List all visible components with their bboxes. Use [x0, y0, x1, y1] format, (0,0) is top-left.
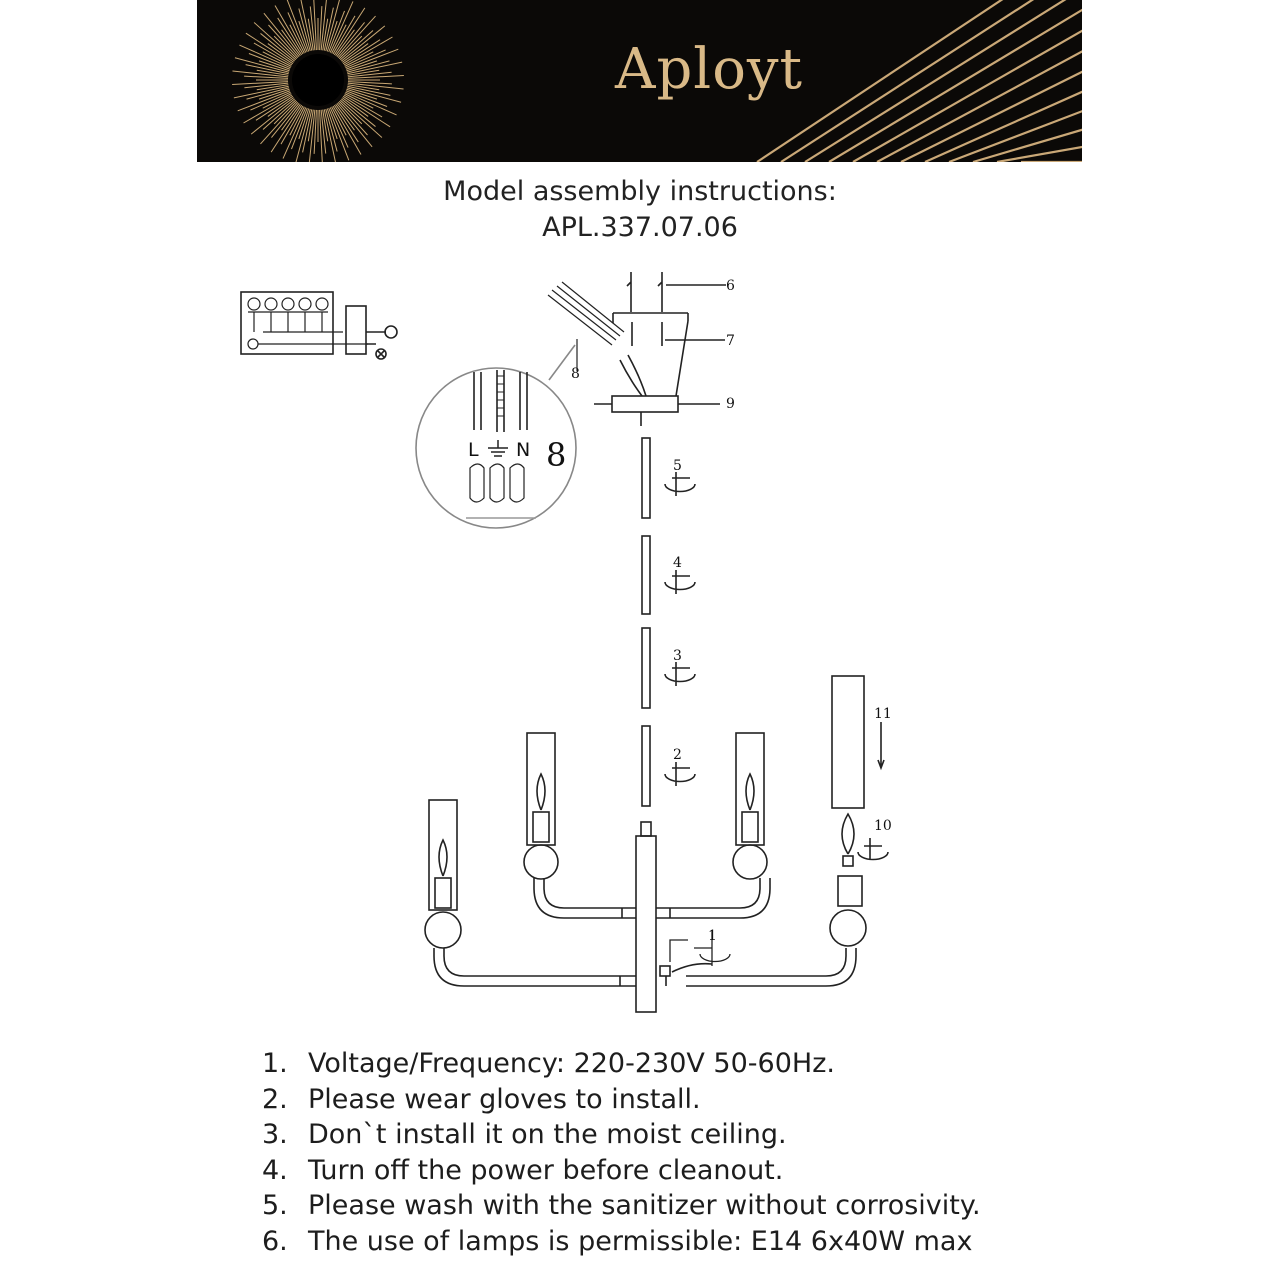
list-item: 2. Please wear gloves to install. — [262, 1083, 701, 1115]
ground-icon — [488, 440, 508, 456]
callout-7: 7 — [726, 333, 735, 349]
live-label: L — [468, 439, 479, 461]
callout-6: 6 — [726, 278, 735, 294]
lamp-unit — [733, 733, 767, 879]
callout-11: 11 — [874, 706, 892, 722]
list-item: 4. Turn off the power before cleanout. — [262, 1154, 784, 1186]
callout-3: 3 — [673, 648, 682, 664]
list-item: 5. Please wash with the sanitizer without corrosivity. — [262, 1190, 981, 1221]
callout-5: 5 — [673, 458, 682, 474]
callout-1: 1 — [708, 928, 717, 944]
wire-bundle — [548, 282, 624, 371]
instructions-list — [262, 1046, 981, 1259]
lamp-unit — [425, 800, 461, 948]
list-item: 1. Voltage/Frequency: 220-230V 50-60Hz. — [262, 1048, 835, 1079]
callout-4: 4 — [673, 555, 682, 571]
callout-2: 2 — [673, 747, 682, 763]
mounting-bracket — [594, 272, 726, 426]
list-item: 3. Don`t install it on the moist ceiling. — [262, 1119, 787, 1150]
callout-8: 8 — [571, 366, 580, 382]
detail-number: 8 — [546, 436, 567, 474]
chandelier-body — [464, 822, 826, 1012]
callout-10: 10 — [874, 818, 892, 834]
stem-rods — [642, 438, 695, 806]
model-number: APL.337.07.06 — [542, 212, 738, 243]
callout-9: 9 — [726, 396, 735, 412]
title-line: Model assembly instructions: — [443, 176, 837, 207]
neutral-label: N — [516, 439, 531, 461]
list-item: 6. The use of lamps is permissible: E14 6x40W max — [262, 1225, 973, 1257]
lamp-unit — [524, 733, 558, 879]
terminal-block-diagram — [241, 292, 397, 359]
lamp-arms — [434, 878, 856, 986]
brand-logo: Aployt — [615, 37, 804, 102]
